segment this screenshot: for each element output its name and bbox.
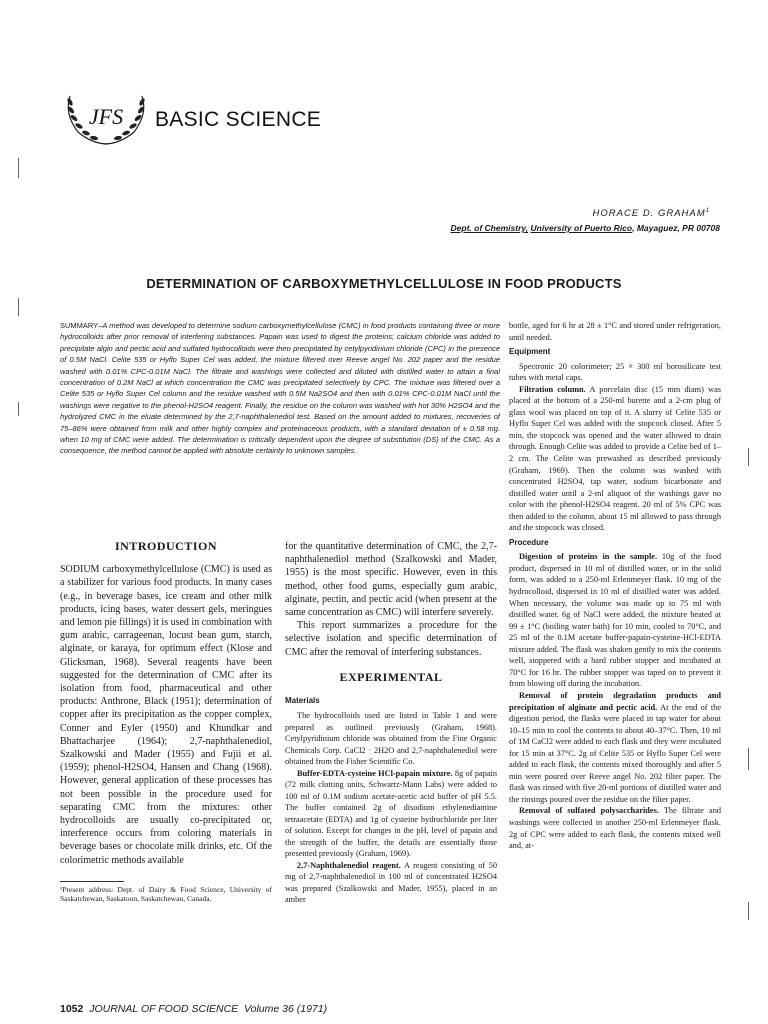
buffer-paragraph: Buffer-EDTA-cysteine HCl-papain mixture. 8g of papain (72 milk clotting units, Schwartz-Mann Labs) were added to 100 ml of 0.1M sodium acetate-acetic acid buffer of pH 5.5. The buffer contained 2g of disodium ethylenediamine tetraacetate (EDTA) and 1g of cysteine hydrochloride per liter of solution. Except for changes in the pH, level of papain and the strength of the buffer, the details are essentially those presented previously (Graham, 1969). <box>285 768 497 859</box>
right-paragraph-0: bottle, aged for 6 hr at 28 ± 1°C and stored under refrigeration, until needed. <box>509 321 721 342</box>
svg-text:JFS: JFS <box>88 104 124 129</box>
intro-paragraph-1: SODIUM carboxymethylcellulose (CMC) is used as a stabilizer for various food products. In many cases (e.g., in beverage bases, ice cream and other milk products, icing bases, water dessert gels, meringues and lemon pie fillings) it is used in combination with gum arabic, carrageenan, locust bean gum, starch, alginate, or karaya, for optimum effect (Klose and Glicksman, 1968). Several reagents have been suggested for the determination of CMC after its isolation from food, pharmaceutical and other products: Anthrone, Black (1951); determination of copper after its precipitation as the copper complex, Conner and Eyler (1950) and Khundkar and Bhattacharjee (1964); 2,7-naphthalenediol, Szalkowski and Mader (1955) and Fujii et al. (1959); phenol-H2SO4, Hansen and Chang (1968). However, general application of these processes has not been possible in the procedure used for separating CMC from the mixtures: other hydrocolloids are usually co-precipitated or, interference occurs from coloring materials in beverage bases or chocolate milk drinks, etc. Of the colorimetric methods available <box>60 564 272 866</box>
equipment-heading: Equipment <box>509 347 551 357</box>
equipment-text: Spectronic 20 colorimeter; 25 × 300 ml borosilicate test tubes with metal caps. <box>509 361 721 383</box>
introduction-heading: INTRODUCTION <box>114 539 217 553</box>
margin-mark <box>748 448 749 466</box>
summary-abstract: SUMMARY–A method was developed to determine sodium carboxymethylcellulose (CMC) in food products containing three or more hydrocolloids after prior removal of interfering substances. Papain was used to digest the proteins; calcium chloride was added to precipitate algin and pectic acid and sulfated hydrocolloids were then precipitated by cetylpyridinium chloride (CPC) in the presence of 0.5M NaCl. Celite 535 or Hyflo Super Cel was added, the mixture filtered over Reeve angel No. 202 paper and the residue washed with 0.01% CPC-0.01M NaCl. The filtrate and washings were collected and diluted with distilled water to attain a final concentration of 0.2M NaCl at which concentration the CMC was precipitated selectively by CPC. The mixture was filtered over a Celite 535 or Hyflo Super Cel column and the residue washed with 0.5M Na2SO4 and then with 0.01% CPC-0.01M NaCl until the washings were negative to the phenol-H2SO4 reagent. Finally, the residue on the column was washed with hot 30% H2SO4 and the hydrolyzed CMC in the eluate determined by the 2,7-naphthalenediol test. Based on the amount added to mixtures, recoveries of 75–86% were obtained from milk and other highly complex and proteinaceous products, with a standard deviation of ± 0.58 mg. when 10 mg of CMC were added. The determination is critically dependent upon the degree of substitution (DS) of the CMC. As a consequence, the method cannot be applied with absolute certainty to unknown samples. <box>60 321 500 456</box>
intro-paragraph-2: for the quantitative determination of CMC, the 2,7-naphthalenediol method (Szalkowski and Mader, 1955) is the most specific. However, even in this method, other food gums, especially gum arabic, alginate, pectin, and pectic acid (when present at the same concentration as CMC) will interfere severely. <box>285 541 497 619</box>
digestion-paragraph: Digestion of proteins in the sample. 10g of the food product, dispersed in 10 ml of distilled water, or in the solid form, was added to a 250-ml Erlenmeyer flask. 10 mg of the hydrocolloid, dispersed in 10 ml of distilled water was added. When necessary, the volume was made up to 75 ml with distilled water. 6g of NaCl were added, the mixture heated at 99 ± 1°C (boiling water bath) for 10 min, cooled to 70°C, and 25 ml of the 0.1M acetate buffer-papain-cysteine-HCl-EDTA mixture added. The flask was shaken gently to mix the contents well, stoppered with a hard rubber stopper and incubated at 70°C for 16 hr. The rubber stopper was taped on to prevent it from blowing off during the incubation. <box>509 552 722 689</box>
footnote: ¹Present address: Dept. of Dairy & Food Science, University of Saskatchewan, Saskatoon, Saskatchewan, Canada. <box>60 884 272 903</box>
margin-mark <box>748 748 749 770</box>
column-left <box>60 540 272 903</box>
experimental-heading: EXPERIMENTAL <box>339 669 443 684</box>
materials-text: The hydrocolloids used are listed in Table 1 and were prepared as outlined previously (Graham, 1968). Cetylpyridinium chloride was obtained from the Fine Organic Chemicals Corp. CaCl2 · 2H2O and 2,7-naphthalenediol were obtained from the Fisher Scientific Co. <box>285 711 497 767</box>
author-affiliation: Dept. of Chemistry, University of Puerto Rico, Mayaguez, PR 00708 <box>450 223 720 233</box>
section-title: BASIC SCIENCE <box>155 108 322 131</box>
margin-mark <box>18 158 19 178</box>
removal-paragraph: Removal of protein degradation products and precipitation of alginate and pectic acid. At the end of the digestion period, the flasks were placed in tap water for about 10–15 min to cool the contents to about 40–37°C. Then, 10 ml of 1M CaCl2 were added to each flask and they were incubated for 15 min at 37°C. 2g of Celite 535 or Hyflo Super Cel were added to each flask, the contents mixed thoroughly and after 5 min were poured over Reeve angel No. 202 filter paper. The flask was rinsed with five 20-ml portions of distilled water and the rinsings poured over the residue on the filter paper. <box>509 690 721 804</box>
materials-heading: Materials <box>285 696 320 706</box>
footnote-rule <box>60 881 124 882</box>
filtration-paragraph: Filtration column. A porcelain disc (15 mm diam) was placed at the bottom of a 250-ml burette and a 2-cm plug of glass wool was placed on top of it. A slurry of Celite 535 or Hyflo Super Cel was added with the stopcock closed. After 5 min, the stopcock was opened and the water allowed to drain through. Enough Celite was added to provide a Celite bed of 1–2 cm. The Celite was prewashed as described previously (Graham, 1969). Then the column was washed with concentrated H2SO4, tap water, sodium bicarbonate and distilled water until a 2-ml aliquot of the washings gave no color with the phenol-H2SO4 reagent. 20 ml of 5% CPC was then added to the column, about 15 ml allowed to pass through and the stopcock was closed. <box>509 384 721 533</box>
article-title: DETERMINATION OF CARBOXYMETHYLCELLULOSE IN FOOD PRODUCTS <box>146 276 622 291</box>
page-footer: 1052 JOURNAL OF FOOD SCIENCE Volume 36 (1971) <box>60 1003 328 1015</box>
author-name: HORACE D. GRAHAM$^1$ <box>592 208 710 220</box>
naphthalenediol-paragraph: 2,7-Naphthalenediol reagent. A reagent consisting of 50 mg of 2,7-naphthalenediol in 100 ml of concentrated H2SO4 was prepared (Szalkowski and Mader, 1955), placed in an amber <box>285 860 497 905</box>
margin-mark <box>18 402 19 416</box>
column-middle <box>285 540 497 906</box>
margin-mark <box>748 902 749 920</box>
sulfated-paragraph: Removal of sulfated polysaccharides. The filtrate and washings were collected in another 250-ml Erlenmeyer flask. 2g of CPC were added to each flask, the contents mixed well and, at- <box>509 806 721 851</box>
margin-mark <box>18 298 19 316</box>
column-right <box>509 320 721 852</box>
intro-paragraph-3: This report summarizes a procedure for the selective isolation and specific determination of CMC after the removal of interfering substances. <box>285 620 497 658</box>
procedure-heading: Procedure <box>509 537 549 547</box>
journal-logo <box>60 88 152 146</box>
